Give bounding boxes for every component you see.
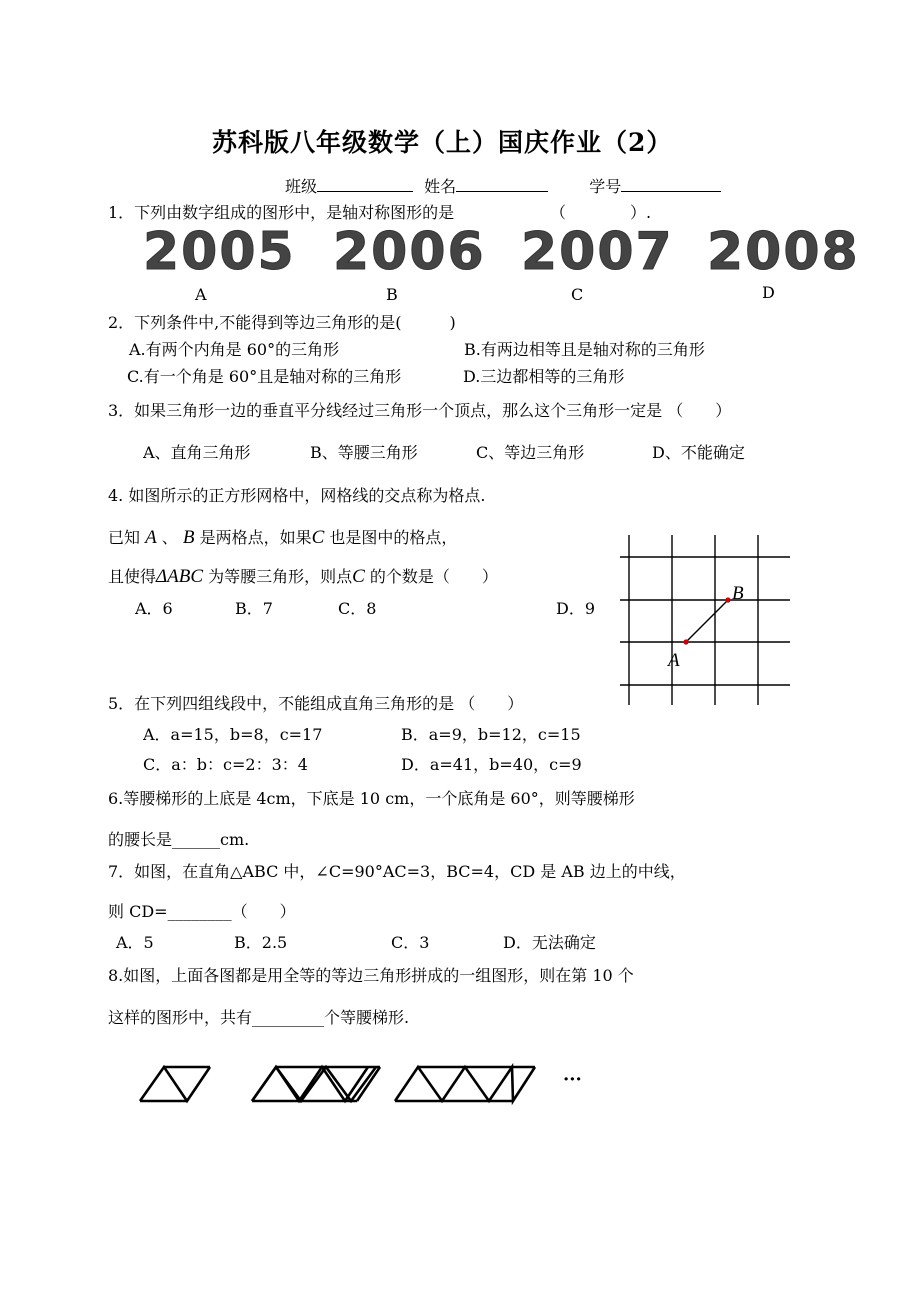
point-b [725,597,730,602]
q7-option-c: C．3 [391,933,430,952]
q1-figure-a: 2005 [143,222,296,282]
strip-figure-1 [140,1067,210,1101]
q1-figure-c: 2007 [521,222,674,282]
grid-lines [620,535,790,705]
q2-text: 2．下列条件中,不能得到等边三角形的是( ) [108,313,456,332]
q7-line1: 7．如图，在直角△ABC 中，∠C=90°AC=3，BC=4，CD 是 AB 边上的中线， [108,862,686,881]
point-a-ref: A [145,527,157,548]
q5-option-d: D．a=41，b=40，c=9 [401,755,582,774]
q4-option-d: D．9 [556,599,596,618]
q2-option-d: D.三边都相等的三角形 [463,367,625,386]
q1-letter-d: D [762,283,775,302]
point-c-ref: C [311,527,325,548]
page-title: 苏科版八年级数学（上）国庆作业（2） [212,128,673,157]
q4-line1: 4. 如图所示的正方形网格中，网格线的交点称为格点. [108,486,486,505]
label-b: B [732,583,744,604]
header-fields [285,177,721,195]
q5-option-a: A．a=15，b=8，c=17 [143,725,323,744]
q8-line1: 8.如图，上面各图都是用全等的等边三角形拼成的一组图形，则在第 10 个 [108,966,634,985]
strip-figure-3 [395,1067,535,1101]
q3-option-a: A、直角三角形 [143,443,251,462]
name-label: 姓名 [424,177,457,196]
point-a [683,639,688,644]
q7-option-d: D．无法确定 [503,933,596,952]
q4-line2: 已知 A 、 B 是两格点，如果C 也是图中的格点， [108,527,458,548]
id-blank[interactable] [621,177,721,192]
q5-text: 5．在下列四组线段中，不能组成直角三角形的是 （ ） [108,694,524,713]
label-a: A [668,650,680,671]
q2-option-a: A.有两个内角是 60°的三角形 [129,340,340,359]
q5-option-b: B．a=9，b=12，c=15 [401,725,581,744]
q7-option-b: B．2.5 [234,933,288,952]
point-b-ref: B [182,527,195,548]
segment-ab [686,600,728,642]
q3-option-d: D、不能确定 [652,443,745,462]
id-label: 学号 [589,177,622,196]
q1-letter-b: B [386,285,398,304]
q6-line2: 的腰长是______cm. [108,830,250,849]
q4-line3: 且使得ΔABC 为等腰三角形，则点C 的个数是（ ） [108,566,498,587]
class-blank[interactable] [317,177,413,192]
q1-text: 1．下列由数字组成的图形中，是轴对称图形的是 [108,203,455,222]
q1-figure-b: 2006 [333,222,486,282]
triangle-ref: ΔABC [156,566,204,587]
q6-line1: 6.等腰梯形的上底是 4cm，下底是 10 cm，一个底角是 60°，则等腰梯形 [108,789,635,808]
q1-letter-c: C [571,285,584,304]
q8-ellipsis: ··· [563,1069,582,1090]
strip-figure-2 [252,1067,380,1101]
q2-option-b: B.有两边相等且是轴对称的三角形 [464,340,705,359]
name-blank[interactable] [456,177,548,192]
point-c-ref-2: C [352,566,365,587]
q8-figures [130,1060,610,1110]
q4-option-a: A．6 [135,599,173,618]
q3-option-b: B、等腰三角形 [310,443,418,462]
q1-bracket: （ ）. [550,203,652,222]
q5-option-c: C．a：b：c=2：3：4 [143,755,308,774]
q4-grid-figure [600,535,800,715]
q8-line2: 这样的图形中，共有_________个等腰梯形. [108,1008,410,1027]
q1-figure-d: 2008 [707,222,860,282]
q3-option-c: C、等边三角形 [476,443,585,462]
q1-letter-a: A [195,285,207,304]
q2-option-c: C.有一个角是 60°且是轴对称的三角形 [127,367,402,386]
q4-option-b: B．7 [235,599,273,618]
q4-option-c: C．8 [338,599,377,618]
q7-line2: 则 CD=________（ ） [108,902,296,921]
q3-text: 3．如果三角形一边的垂直平分线经过三角形一个顶点，那么这个三角形一定是 （ ） [108,401,732,420]
q7-option-a: A．5 [116,933,154,952]
class-label: 班级 [285,177,318,196]
